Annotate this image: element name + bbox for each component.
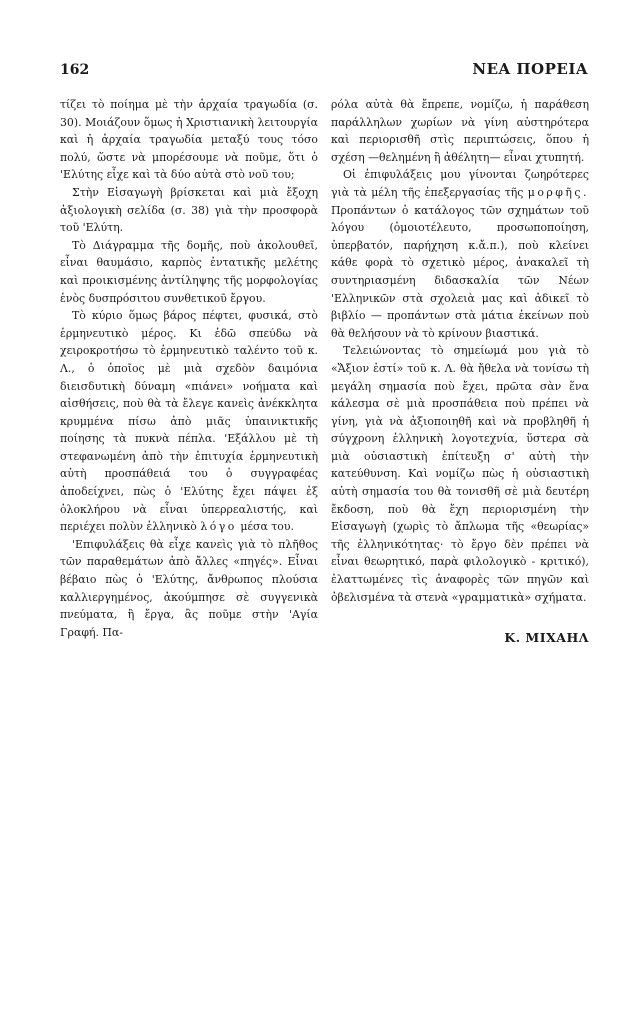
- page-number: 162: [60, 62, 90, 78]
- paragraph: Τελειώνοντας τὸ σημείωμά μου γιὰ τὸ «Ἄξιον ἐστί» τοῦ κ. Λ. θὰ ἤθελα νὰ τονίσω τὴ μεγάλη σημασία ποὺ ἔχει, πρῶτα σὰν ἕνα κάλεσμα σὲ μιὰ προσπάθεια ποὺ πρέπει νὰ γίνη, γιὰ νὰ ἀξιοποιηθῆ καὶ νὰ προβληθῆ ἡ σύγχρονη ἑλληνικὴ λογοτεχνία, ὕστερα σὰ μιὰ οὐσιαστικὴ ἐπίτευξη σ' αὐτὴ τὴν κατεύθυνση. Καὶ νομίζω πὼς ἡ οὐσιαστικὴ αὐτὴ σημασία του θὰ τονισθῆ σὲ μιὰ δευτέρη ἔκδοση, ποὺ θὰ ἔχη περιορισμένη τὴν Εἰσαγωγὴ (χωρὶς τὸ ἄπλωμα τῆς «θεωρίας» τῆς ἑλληνικότητας· τὸ ἔργο δὲν πρέπει νὰ εἶναι θεωρητικό, παρὰ φιλολογικὸ - κριτικό), ἐλαττωμένες τὶς ἀναφορὲς τῶν πηγῶν καὶ ὀβελισμένα τὰ στενὰ «γραμματικὰ» σχήματα.: [331, 344, 589, 604]
- spaced-emphasis: λόγο: [200, 520, 237, 534]
- left-column: [60, 96, 318, 641]
- right-column: [331, 96, 589, 606]
- spaced-emphasis: μορφῆς.: [527, 185, 589, 199]
- paragraph: Στὴν Εἰσαγωγὴ βρίσκεται καὶ μιὰ ἔξοχη ἀξιολογικὴ σελίδα (σ. 38) γιὰ τὴν προσφορὰ τοῦ 'Ελύτη.: [60, 185, 318, 235]
- paragraph: 'Επιφυλάξεις θὰ εἶχε κανεὶς γιὰ τὸ πλῆθος τῶν παραθεμάτων ἀπὸ ἄλλες «πηγές». Εἶναι βέβαιο πὼς ὁ 'Ελύτης, ἄνθρωπος πλούσια καλλιεργημένος, ἀκούμπησε σὲ συγγενικὰ πνεύματα, ἢ ἔργα, ἂς ποῦμε στὴν 'Αγία Γραφή. Πα-: [60, 537, 318, 639]
- paragraph: Τὸ Διάγραμμα τῆς δομῆς, ποὺ ἀκολουθεῖ, εἶναι θαυμάσιο, καρπὸς ἐντατικῆς μελέτης καὶ προικισμένης ἀντίληψης τῆς μορφολογίας ἑνὸς δυσπρόσιτου συνθετικοῦ ἔργου.: [60, 238, 318, 305]
- paragraph-text: Τὸ κύριο ὅμως βάρος πέφτει, φυσικά, στὸ ἑρμηνευτικὸ μέρος. Κι ἐδῶ σπεύδω νὰ χειροκροτήσω τὸ ἑρμηνευτικὸ ταλέντο τοῦ κ. Λ., ὁ ὁποῖος μὲ μιὰ σχεδὸν δαιμόνια διεισδυτικὴ δύναμη «πιάνει» νοήματα καὶ αἰσθήσεις, ποὺ θὰ τὰ ἔλεγε κανεὶς ἀνέκκλητα κρυμμένα πίσω ἀπὸ μιᾶς ὑπαινικτικῆς ποίησης τὰ πυκνὰ πέπλα. 'Εξάλλου μὲ τὴ στεφανωμένη ἀπὸ τὴν ἐπιτυχία ἑρμηνευτικὴ αὐτὴ προσπάθειά του ὁ συγγραφέας ἀποδείχνει, πὼς ὁ 'Ελύτης ἔχει πάψει ἐξ ὁλοκλήρου νὰ εἶναι ὑπερρεαλιστής, καὶ περιέχει πολὺν ἑλληνικὸ: [60, 309, 318, 534]
- paragraph-text: Οἱ ἐπιφυλάξεις μου γίνονται ζωηρότερες γιὰ τὰ μέλη τῆς ἐπεξεργασίας τῆς: [331, 168, 589, 199]
- paragraph-text: μέσα του.: [240, 520, 294, 534]
- paragraph: [331, 166, 589, 342]
- paragraph: ρόλα αὐτὰ θὰ ἔπρεπε, νομίζω, ἡ παράθεση παράλληλων χωρίων νὰ γίνη αὐστηρότερα καὶ περιορισθῆ στὶς περιπτώσεις, ὅπου ἡ σχέση —θελημένη ἢ ἀθέλητη— εἶναι χτυπητή.: [331, 98, 589, 164]
- paragraph: [60, 307, 318, 536]
- paragraph: τίζει τὸ ποίημα μὲ τὴν ἀρχαία τραγωδία (σ. 30). Μοιάζουν ὅμως ἡ Χριστιανικὴ λειτουργία καὶ ἡ ἀρχαία τραγωδία μεταξύ τους τόσο πολύ, ὥστε νὰ μπορέσουμε νὰ ποῦμε, ὅτι ὁ 'Ελύτης εἶχε καὶ τὰ δύο αὐτὰ στὸ νοῦ του;: [60, 98, 318, 182]
- page-header: [60, 60, 588, 84]
- paragraph-text: Προπάντων ὁ κατάλογος τῶν σχημάτων τοῦ λόγου (ὁμοιοτέλευτο, προσωποποίηση, ὑπερβατόν, παρήχηση κ.ἄ.π.), ποὺ κλείνει κάθε φορὰ τὸ σχετικὸ μέρος, ἀνακαλεῖ τὴ συντηριασμένη διδασκαλία τῶν Νέων 'Ελληνικῶν στὰ σχολειὰ μας καὶ ἀδικεῖ τὸ βιβλίο — προπάντων στὰ μάτια ἐκείνων ποὺ θὰ θελήσουν νὰ τὸ κρίνουν βιαστικά.: [331, 203, 589, 340]
- running-head: ΝΕΑ ΠΟΡΕΙΑ: [472, 60, 588, 78]
- author-signature: Κ. ΜΙΧΑΗΛ: [504, 630, 589, 645]
